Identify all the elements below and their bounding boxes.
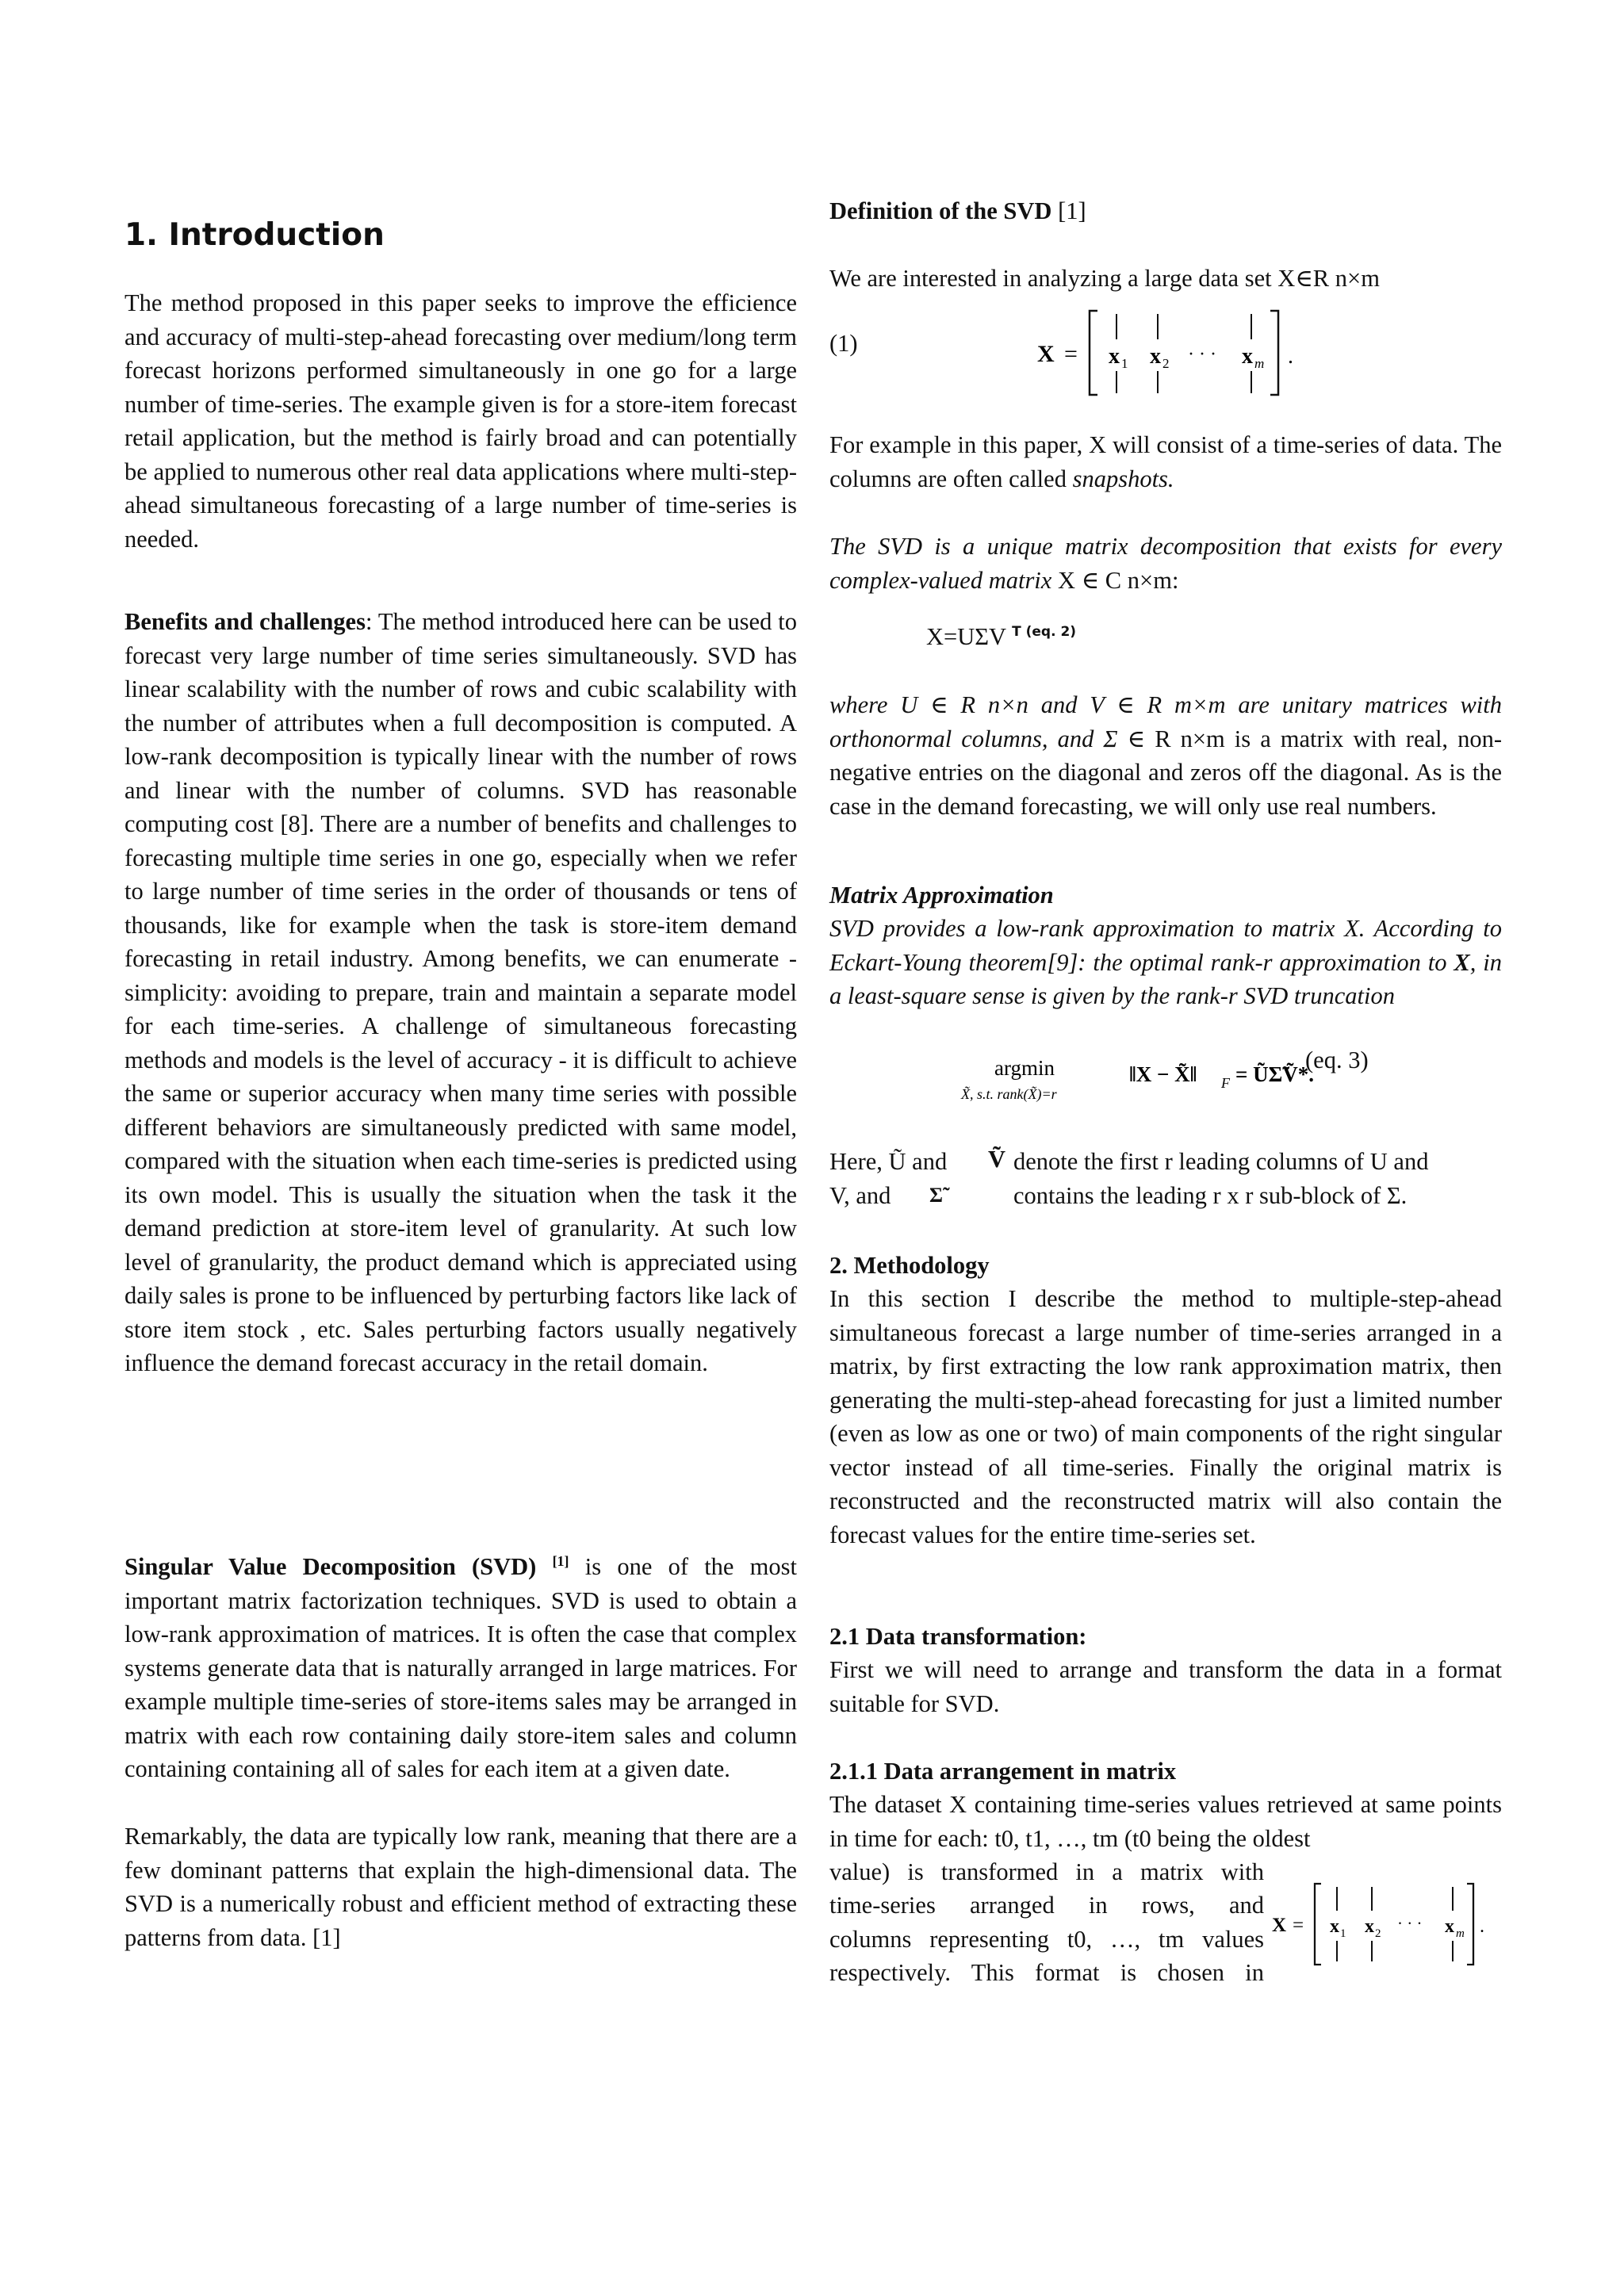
small-right-bracket — [1467, 1884, 1473, 1965]
right-bracket — [1270, 311, 1278, 395]
equation-3-label: (eq. 3) — [1305, 1047, 1369, 1073]
sigma-tilde-symbol: Σ̃ — [929, 1184, 943, 1207]
svd-text: is one of the most important matrix factorization techniques. SVD is used to obtain a low-rank approximation of matrices. It is often the case that complex systems generate data that is naturally arranged in large matrices. For example multiple time-series of store-items sales may be arranged in matrix with each row containing daily store-item sales and column containing containing all of sales for each item at a given date. — [124, 1553, 797, 1782]
where-paragraph — [829, 688, 1502, 823]
equation-3 — [956, 1047, 1321, 1110]
methodology-heading — [829, 1249, 1502, 1283]
svd-label: Singular Value Decomposition (SVD) — [124, 1553, 537, 1580]
argmin-text: argmin — [994, 1056, 1055, 1080]
data-arrangement-heading-text: 2.1.1 Data arrangement in matrix — [829, 1758, 1177, 1785]
norm-subscript: F — [1221, 1075, 1230, 1091]
approx-heading — [829, 878, 1502, 913]
small-dots: · · · — [1397, 1914, 1423, 1933]
remark-paragraph: Remarkably, the data are typically low rank, meaning that there are a few dominant patterns that explain the high-dimensional data. The SVD is a numerically robust and efficient method of extracting these patterns from data. [1] — [124, 1823, 797, 1951]
data-transformation-heading — [829, 1620, 1502, 1654]
here-text-d: contains the leading r x r sub-block of Σ. — [1013, 1182, 1408, 1209]
v-tilde-symbol: Ṽ — [988, 1146, 1006, 1173]
definition-heading — [829, 194, 1502, 228]
arrangement-matrix — [1272, 1879, 1510, 1970]
definition-ref: [1] — [1051, 197, 1086, 224]
small-colm-symbol: x — [1445, 1916, 1454, 1937]
arrangement-tail-1: value) is transformed in a matrix with — [829, 1858, 1264, 1885]
col2-subscript: 2 — [1162, 356, 1170, 371]
here-text-b: denote the first r leading columns of U and — [1013, 1148, 1429, 1175]
col1-subscript: 1 — [1121, 356, 1128, 371]
arrangement-tail-3: columns representing t0, …, tm values — [829, 1926, 1264, 1953]
benefits-paragraph — [124, 605, 797, 1380]
matrix-period: . — [1288, 344, 1293, 369]
svd-paragraph — [124, 1550, 797, 1786]
approx-text-a: SVD provides a low-rank approximation to matrix X. According to Eckart-Young theorem[9]: the optimal rank-r approximation to — [829, 915, 1502, 976]
here-text-a: Here, Ũ and — [829, 1148, 948, 1175]
data-transformation-heading-text: 2.1 Data transformation: — [829, 1623, 1087, 1650]
svd-unique-paragraph — [829, 530, 1502, 597]
here-text-c: V, and — [829, 1182, 891, 1209]
example-paragraph — [829, 428, 1502, 496]
snapshots-term: snapshots. — [1072, 465, 1174, 492]
svd-unique-tail: X ∈ C n×m: — [1051, 566, 1179, 594]
data-arrangement-paragraph: The dataset X containing time-series values retrieved at same points in time for each: t0, t1, …, tm (t0 being the oldest — [829, 1791, 1502, 1852]
equation-1-matrix — [1032, 301, 1350, 404]
left-bracket — [1090, 311, 1097, 395]
norm-expression: ‖X − X̃‖ — [1129, 1062, 1197, 1086]
col1-symbol: x — [1109, 344, 1120, 369]
norm-rhs: = ŨΣ̃Ṽ*. — [1235, 1062, 1315, 1086]
arrangement-tail-4: respectively. This format is chosen in — [829, 1959, 1264, 1986]
colm-subscript: m — [1254, 356, 1265, 371]
small-col1-symbol: x — [1330, 1916, 1339, 1937]
analyze-line: We are interested in analyzing a large data set X∈R n×m — [829, 265, 1380, 292]
intro-paragraph: The method proposed in this paper seeks to improve the efficience and accuracy of multi-step-ahead forecasting over medium/long term forecast horizons performed simultaneously in one go for a large number of time-series. The example given is for a store-item forecast retail application, but the method is fairly broad and can potentially be applied to numerous other real data applications where multi-step-ahead simultaneous forecasting of a large number of time-series is needed. — [124, 289, 797, 553]
data-arrangement-heading — [829, 1755, 1502, 1789]
benefits-text: : The method introduced here can be used to forecast very large number of time series simultaneously. SVD has linear scalability with the number of rows and cubic scalability with the number of attributes when a full decomposition is computed. A low-rank decomposition is typically linear with the number of rows and linear with the number of columns. SVD has reasonable computing cost [8]. There are a number of benefits and challenges to forecasting multiple time series in one go, especially when we refer to large number of time series in the order of thousands or tens of thousands, like for example when the task is store-item demand forecasting in retail industry. Among benefits, we can enumerate - simplicity: avoiding to prepare, train and maintain a separate model for each time-series. A challenge of simultaneous forecasting methods and models is the level of accuracy - it is difficult to achieve the same or superior accuracy when many time series with possible different behaviors are simultaneously predicted with same model, compared with the situation when each time-series is predicted using its own model. This is usually the situation when the task it the demand prediction at store-item level of granularity. At such low level of granularity, the product demand which is appreciated using daily sales is prone to be influenced by perturbing factors like lack of store item stock , etc. Sales perturbing factors usually negatively influence the demand forecast accuracy in the retail domain. — [124, 608, 797, 1376]
approx-text-b: , in a least-square sense is given by the rank-r SVD truncation — [829, 948, 1502, 1009]
small-col2-subscript: 2 — [1375, 1927, 1381, 1940]
small-matrix-x: X — [1272, 1915, 1287, 1936]
example-text: For example in this paper, X will consist of a time-series of data. The columns are often called — [829, 431, 1502, 492]
small-colm-subscript: m — [1456, 1927, 1465, 1940]
svd-unique-italic: The SVD is a unique matrix decomposition that exists for every complex-valued matrix — [829, 533, 1502, 594]
approx-text-bold: X — [1454, 948, 1470, 976]
small-left-bracket — [1315, 1884, 1321, 1965]
svd-reference: [1] — [552, 1552, 569, 1569]
data-transformation-paragraph: First we will need to arrange and transform the data in a format suitable for SVD. — [829, 1656, 1502, 1717]
small-matrix-equals: = — [1293, 1915, 1304, 1936]
equation-2-main: X=UΣV — [926, 623, 1006, 650]
small-col1-subscript: 1 — [1340, 1927, 1346, 1940]
colm-symbol: x — [1242, 344, 1253, 369]
matrix-equals: = — [1064, 341, 1078, 367]
argmin-subscript: X̃, s.t. rank(X̃)=r — [961, 1086, 1057, 1102]
small-matrix-period: . — [1480, 1916, 1484, 1937]
approx-heading-text: Matrix Approximation — [829, 882, 1054, 909]
arrangement-tail-2: time-series arranged in rows, and — [829, 1892, 1264, 1919]
approx-paragraph — [829, 912, 1502, 1013]
column-dots: · · · — [1188, 344, 1216, 365]
methodology-heading-text: 2. Methodology — [829, 1252, 990, 1279]
equation-2 — [926, 620, 1076, 654]
definition-label: Definition of the SVD — [829, 197, 1052, 224]
equation-1-label: (1) — [829, 330, 858, 357]
section-heading-introduction: 1. Introduction — [124, 217, 385, 253]
equation-2-sup: T (eq. 2) — [1012, 623, 1077, 640]
small-col2-symbol: x — [1365, 1916, 1374, 1937]
matrix-x-symbol: X — [1037, 341, 1055, 367]
col2-symbol: x — [1150, 344, 1161, 369]
benefits-label: Benefits and challenges — [124, 608, 366, 635]
where-italic: where U ∈ R n×n and V ∈ R m×m are unitary matrices with orthonormal columns, and Σ ∈ — [829, 691, 1502, 752]
methodology-paragraph: In this section I describe the method to multiple-step-ahead simultaneous forecast a large number of time-series arranged in a matrix, by first extracting the low rank approximation matrix, then generating the multi-step-ahead forecasting for just a limited number (even as low as one or two) of main components of the right singular vector instead of all time-series. Finally the original matrix is reconstructed and the reconstructed matrix will also contain the forecast values for the entire time-series set. — [829, 1285, 1502, 1548]
where-tail: R n×m is a matrix with real, non-negative entries on the diagonal and zeros off the diagonal. As is the case in the demand forecasting, we will only use real numbers. — [829, 725, 1502, 820]
